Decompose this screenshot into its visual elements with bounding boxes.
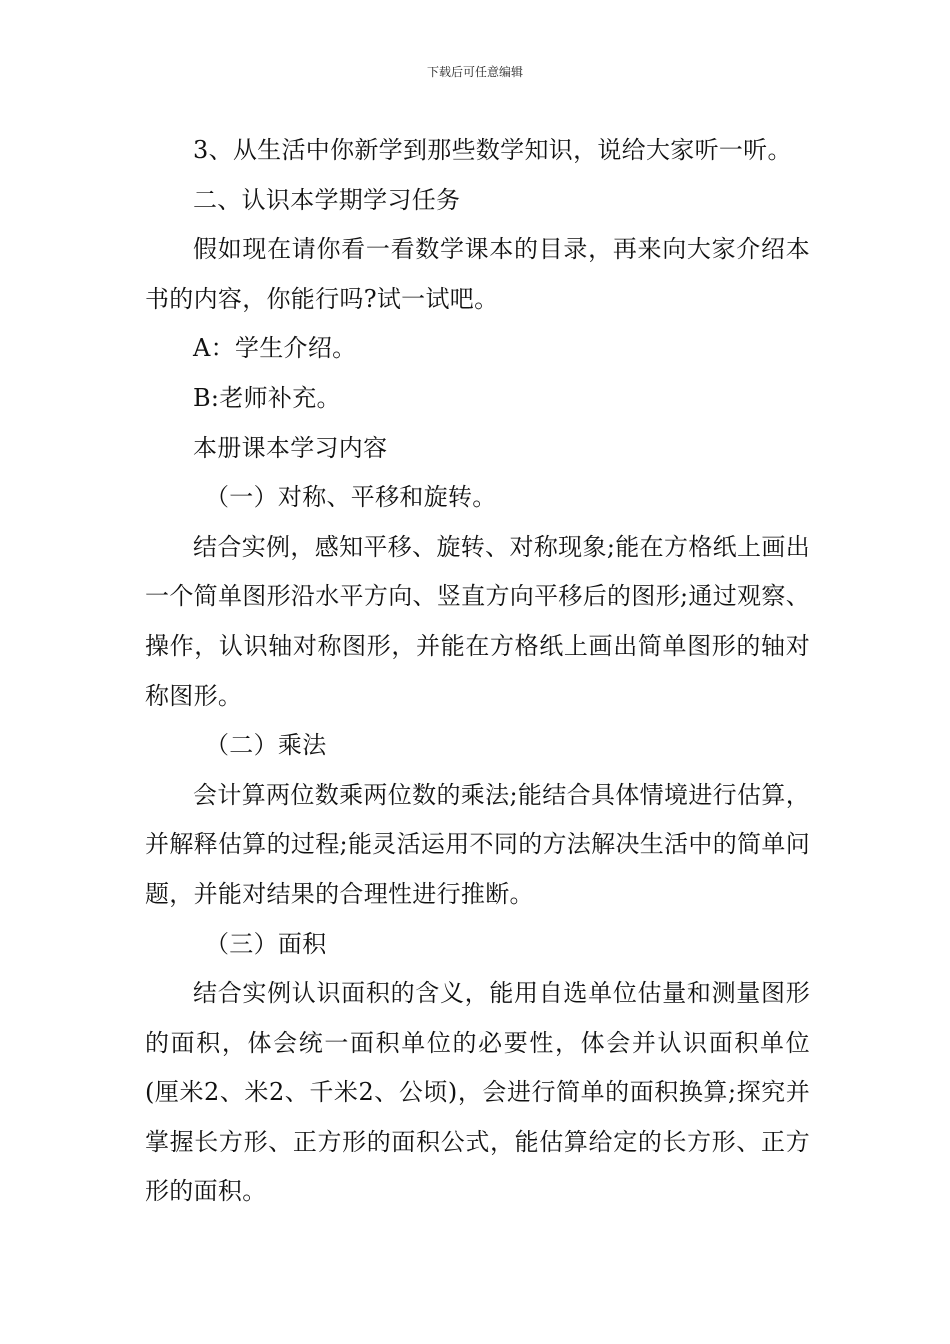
subsection-heading: （一）对称、平移和旋转。 — [205, 483, 497, 512]
subsection-heading: （三）面积 — [205, 929, 327, 958]
section-heading: 本册课本学习内容 — [193, 433, 388, 462]
section-heading: 二、认识本学期学习任务 — [193, 185, 461, 214]
paragraph: 会计算两位数乘两位数的乘法;能结合具体情境进行估算，并解释估算的过程;能灵活运用不同的方法解决生活中的简单问题，并能对结果的合理性进行推断。 — [145, 780, 810, 908]
paragraph: A：学生介绍。 — [193, 334, 357, 363]
paragraph: 结合实例，感知平移、旋转、对称现象;能在方格纸上画出一个简单图形沿水平方向、竖直方向平移后的图形;通过观察、操作，认识轴对称图形，并能在方格纸上画出简单图形的轴对称图形。 — [145, 532, 810, 710]
document-body — [145, 126, 810, 1217]
subsection-heading: （二）乘法 — [205, 731, 327, 760]
paragraph: B:老师补充。 — [193, 383, 341, 412]
paragraph: 结合实例认识面积的含义，能用自选单位估量和测量图形的面积，体会统一面积单位的必要性，体会并认识面积单位(厘米2、米2、千米2、公顷)，会进行简单的面积换算;探究并掌握长方形、正方形的面积公式，能估算给定的长方形、正方形的面积。 — [145, 979, 810, 1206]
page-header: 下载后可任意编辑 — [426, 65, 523, 79]
paragraph: 3、从生活中你新学到那些数学知识，说给大家听一听。 — [193, 136, 792, 164]
paragraph: 假如现在请你看一看数学课本的目录，再来向大家介绍本书的内容，你能行吗?试一试吧。 — [145, 235, 810, 313]
